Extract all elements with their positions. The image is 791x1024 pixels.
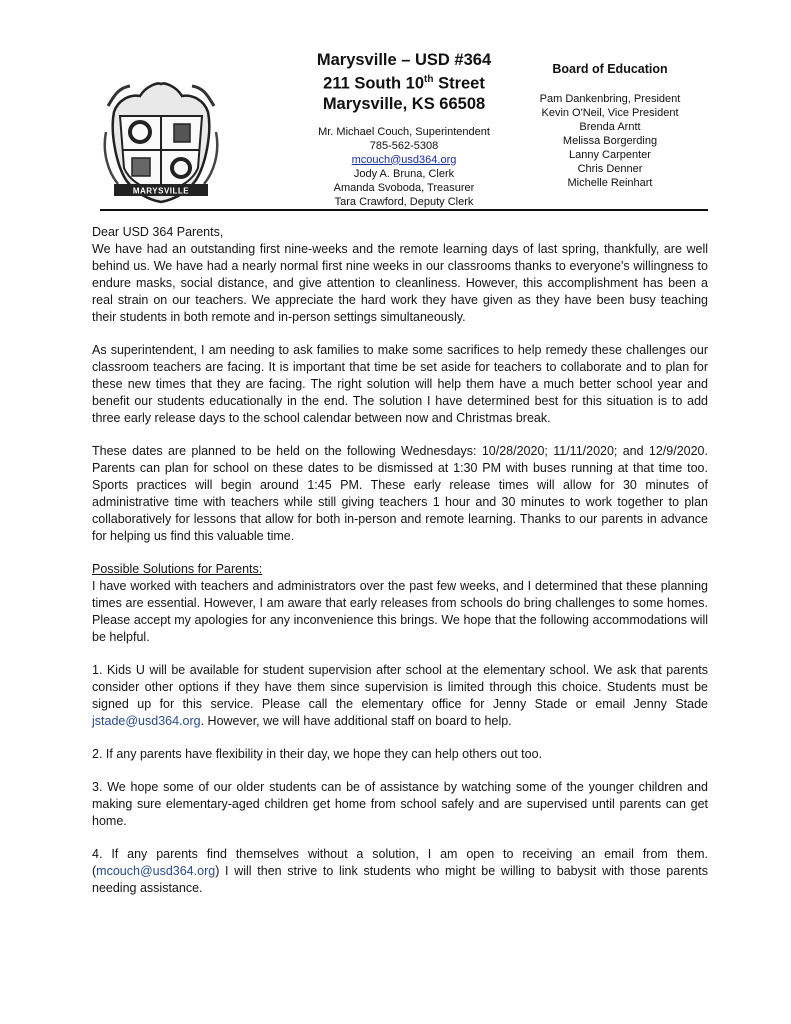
- solution-item-2: 2. If any parents have flexibility in their day, we hope they can help others out too.: [92, 747, 543, 761]
- board-title: Board of Education: [552, 62, 668, 76]
- district-header: [298, 50, 510, 209]
- salutation: Dear USD 364 Parents,: [92, 225, 224, 239]
- street-name: Street: [433, 74, 485, 93]
- staff-phone: 785-562-5308: [369, 139, 439, 152]
- board-of-education: [535, 62, 685, 190]
- solution-item-3: 3. We hope some of our older students can be of assistance by watching some of the younger children and making sure elementary-aged children get home from school safely and are supervised until parents can get home.: [92, 780, 708, 828]
- superintendent-email-link[interactable]: mcouch@usd364.org: [351, 153, 457, 166]
- board-member: Lanny Carpenter: [569, 149, 651, 161]
- street-number: 211 South 10: [323, 74, 425, 93]
- staff-treasurer: Amanda Svoboda, Treasurer: [333, 181, 475, 194]
- staff-superintendent: Mr. Michael Couch, Superintendent: [318, 125, 490, 138]
- district-name: Marysville – USD #364: [316, 51, 492, 69]
- paragraph-request: As superintendent, I am needing to ask families to make some sacrifices to help remedy these challenges our classroom teachers are facing. It is important that time be set aside for teachers to collaborate and to plan for these new times that they are facing. The right solution will help them have a much better school year and benefit our students educationally in the end. The solution I have determined best for this situation is to add three early release days to the school calendar between now and Christmas break.: [92, 343, 708, 425]
- solution-item-1: [92, 662, 708, 730]
- staff-deputy-clerk: Tara Crawford, Deputy Clerk: [334, 195, 474, 208]
- solution-item-1-end: . However, we will have additional staff on board to help.: [200, 714, 512, 728]
- solution-item-4-text: 4. If any parents find themselves without a solution, I am open to receiving an email from them. (: [92, 847, 708, 878]
- letter-body: [92, 224, 708, 897]
- district-city: Marysville, KS 66508: [322, 94, 486, 113]
- board-member: Michelle Reinhart: [567, 177, 653, 189]
- board-member: Melissa Borgerding: [562, 135, 658, 147]
- district-staff-list: [298, 125, 510, 209]
- staff-clerk: Jody A. Bruna, Clerk: [353, 167, 455, 180]
- seal-text: MARYSVILLE: [132, 186, 190, 196]
- paragraph-dates: These dates are planned to be held on the following Wednesdays: 10/28/2020; 11/11/2020; and 12/9/2020. Parents can plan for school on these dates to be dismissed at 1:30 PM with buses running at that time too. Sports practices will begin around 1:45 PM. These early release times will allow for 30 minutes of administrative time with teachers while still giving teachers 1 hour and 30 minutes to work together to plan collaboratively for lessons that allow for both in-person and remote learning. Thanks to our parents in advance for helping us find this valuable time.: [92, 444, 708, 543]
- board-member: Brenda Arntt: [579, 121, 641, 133]
- solution-item-4: [92, 846, 708, 897]
- street-suffix: th: [424, 74, 434, 85]
- paragraph-intro: We have had an outstanding first nine-weeks and the remote learning days of last spring, thankfully, are well behind us. We have had a nearly normal first nine weeks in our classrooms thanks to everyone's willingness to endure masks, social distance, and give attention to cleanliness. However, this accomplishment has been a real strain on our teachers. We appreciate the hard work they have given as they have been busy teaching their students in both remote and in-person settings simultaneously.: [92, 242, 708, 324]
- board-member: Kevin O'Neil, Vice President: [541, 107, 679, 119]
- board-member: Chris Denner: [577, 163, 643, 175]
- board-member: Pam Dankenbring, President: [539, 93, 681, 105]
- solution-item-4-end: ) I will then strive to link students who might be willing to babysit with those parents needing assistance.: [92, 864, 708, 895]
- jstade-email-link[interactable]: jstade@usd364.org: [92, 714, 201, 728]
- solutions-heading: Possible Solutions for Parents:: [92, 562, 263, 576]
- district-street: [298, 70, 510, 94]
- mcouch-email-link[interactable]: mcouch@usd364.org: [96, 864, 216, 878]
- district-seal-logo: [100, 72, 222, 204]
- paragraph-solutions-intro: I have worked with teachers and administrators over the past few weeks, and I determined that these planning times are essential. However, I am aware that early releases from schools do bring challenges to some homes. Please accept my apologies for any inconvenience this brings. We hope that the following accommodations will be helpful.: [92, 579, 708, 644]
- header-divider: [100, 209, 708, 211]
- solution-item-1-text: 1. Kids U will be available for student supervision after school at the elementary school. We ask that parents consider other options if they have them since supervision is limited through this choice. Students must be signed up for this service. Please call the elementary office for Jenny Stade or email Jenny Stade: [92, 663, 708, 711]
